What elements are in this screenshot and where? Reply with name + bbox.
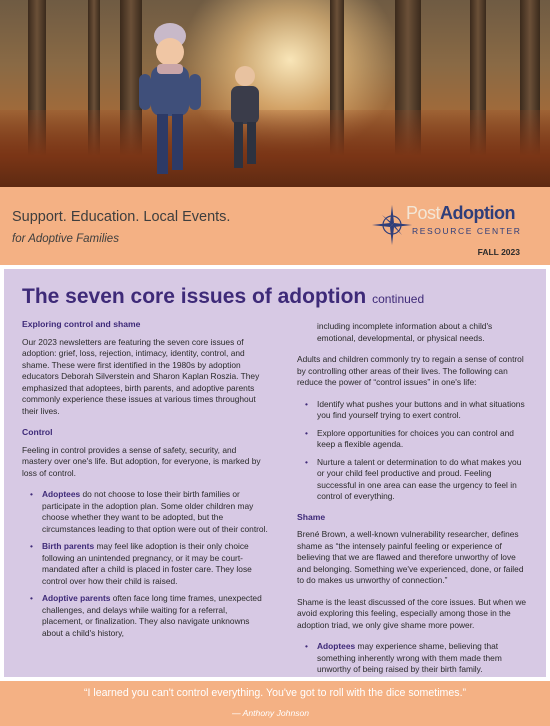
tips-bullets bbox=[297, 399, 529, 503]
section-heading-exploring: Exploring control and shame bbox=[22, 319, 141, 329]
left-column bbox=[22, 319, 268, 648]
section-heading-shame: Shame bbox=[297, 511, 326, 522]
list-item: • Identify what pushes your buttons and in what situations you find yourself trying to exert control. bbox=[297, 399, 529, 422]
control-bullets bbox=[22, 489, 268, 639]
subtagline: for Adoptive Families bbox=[12, 233, 119, 245]
quote-text: “I learned you can't control everything. You've got to roll with the dice sometimes.” bbox=[83, 687, 467, 699]
shame-definition-paragraph: Brené Brown, a well-known vulnerability researcher, defines shame as “the intensely painful feeling or experience of believing that we are flawed and therefore unworthy of love and belonging. Something we've experienced, done, or failed to do makes us unworthy of connection.” bbox=[297, 529, 524, 585]
list-item: • Adoptees do not choose to lose their birth families or participate in the adoption plan. Some older children may choose whether they want to be adopted, but the circumstances leading to that option were out of their control. bbox=[22, 489, 268, 535]
continued-paragraph: including incomplete information about a child's emotional, developmental, or physical needs. bbox=[317, 321, 493, 343]
child-illustration-2 bbox=[222, 58, 268, 178]
child-illustration bbox=[135, 18, 205, 187]
post-adoption-logo bbox=[372, 201, 542, 257]
shame-least-discussed-paragraph: Shame is the least discussed of the core issues. But when we avoid exploring this feeling, especially among those in the adoption triad, we only give shame more power. bbox=[297, 596, 527, 630]
list-item: • Nurture a talent or determination to do what makes you or your child feel productive and proud. Feeling successful in one area can ease the urgency to feel in control of everything. bbox=[297, 457, 529, 503]
issue-label: FALL 2023 bbox=[477, 247, 520, 257]
intro-paragraph: Our 2023 newsletters are featuring the seven core issues of adoption: grief, loss, rejection, intimacy, identity, control, and shame. These were first identified in the 1980s by adoption educators Deborah Silverstein and Sharon Kaplan Roszia. They emphasized that adoptees, birth parents, and adoptive parents commonly experience these issues at various times throughout their lives. bbox=[22, 336, 260, 416]
continued-label: continued bbox=[372, 292, 425, 306]
logo-subtitle: RESOURCE CENTER bbox=[412, 226, 522, 236]
list-item: • Adoptive parents often face long time frames, unexpected challenges, and delays while waiting for a referral, placement, or finalization. They also navigate unknowns about a child's history, bbox=[22, 593, 268, 639]
hero-photo bbox=[0, 0, 550, 187]
article-title: The seven core issues of adoption continued bbox=[22, 285, 425, 308]
control-paragraph: Feeling in control provides a sense of safety, security, and mastery over one's life. But adoption, for everyone, is marked by loss of control. bbox=[22, 444, 261, 478]
quote-author: — Anthony Johnson bbox=[232, 708, 310, 718]
shame-bullets bbox=[297, 641, 529, 676]
list-item: • Birth parents may feel like adoption is their only choice following an unintended pregnancy, or it may be court-mandated after a child is placed in foster care. They lose control over how their child is raised. bbox=[22, 541, 268, 587]
list-item: • Explore opportunities for choices you can control and keep a flexible agenda. bbox=[297, 428, 529, 451]
tagline: Support. Education. Local Events. bbox=[12, 209, 231, 225]
regain-control-paragraph: Adults and children commonly try to regain a sense of control by controlling other areas of their lives. The following can reduce the power of “control issues” in one's life: bbox=[297, 354, 524, 387]
list-item: • Adoptees may experience shame, believing that something inherently wrong with them made them unworthy of being raised by their birth family. bbox=[297, 641, 529, 676]
logo-wordmark: PostAdoption bbox=[406, 203, 516, 223]
section-heading-control: Control bbox=[22, 427, 53, 437]
right-column bbox=[297, 321, 529, 685]
